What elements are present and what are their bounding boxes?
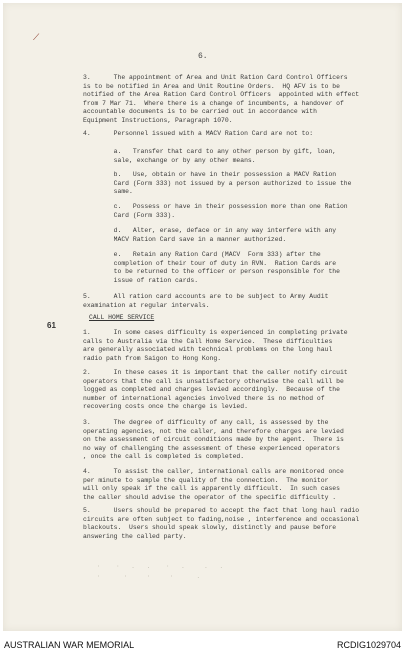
text-line: 5. All ration card accounts are to be subject to Army Audit: [83, 293, 329, 300]
margin-annotation: 61: [47, 321, 56, 330]
text-line: circuits are often subject to fading,noise , interference and occasional: [83, 515, 360, 523]
section-heading: CALL HOME SERVICE: [89, 314, 155, 321]
text-line: Equipment Instructions, Paragraph 1070.: [83, 116, 233, 124]
text-line: will only speak if the call is apparently difficult. In such cases: [83, 485, 340, 493]
text-line: logged as completed and charges levied accordingly. Because of the: [83, 386, 340, 394]
text-line: Card (Form 333).: [83, 211, 176, 219]
text-line: c. Possess or have in their possession more than one Ration: [83, 203, 348, 210]
text-line: accountable documents is to be carried out in accordance with: [83, 108, 317, 116]
text-line: 3. The appointment of Area and Unit Ration Card Control Officers: [83, 74, 348, 81]
text-line: notified of the Area Ration Card Control Officers appointed with effect: [83, 91, 360, 99]
text-line: radio path from Saigon to Hong Kong.: [83, 354, 222, 362]
text-line: 3. The degree of difficulty of any call, is assessed by the: [83, 419, 329, 426]
text-line: sale, exchange or by any other means.: [83, 156, 256, 164]
archive-footer: [0, 636, 405, 654]
text-line: 2. In these cases it is important that the caller notify circuit: [83, 369, 348, 376]
paragraph: [83, 293, 328, 310]
paragraph: [83, 130, 313, 139]
paragraph: [83, 369, 348, 412]
paragraph: [83, 468, 344, 502]
text-line: are generally associated with technical problems on the long haul: [83, 346, 333, 354]
text-line: b. Use, obtain or have in their possession a MACV Ration: [83, 171, 337, 178]
page-number: 6.: [198, 52, 208, 61]
text-line: 5. Users should be prepared to accept the fact that long haul radio: [83, 507, 360, 514]
text-line: operators that the call is unsatisfactory otherwise the call will be: [83, 377, 344, 385]
paragraph: [83, 203, 348, 220]
text-line: recovering costs once the charge is levied.: [83, 403, 248, 411]
footer-source: AUSTRALIAN WAR MEMORIAL: [4, 640, 135, 650]
text-line: to be returned to the officer or person responsible for the: [83, 268, 340, 276]
footer-reference: RCDIG1029704: [336, 640, 401, 650]
text-line: completion of their tour of duty in RVN. Ration Cards are: [83, 259, 337, 267]
text-line: from 7 Mar 71. Where there is a change of incumbents, a handover of: [83, 99, 344, 107]
text-line: blackouts. Users should speak slowly, distinctly and pause before: [83, 524, 337, 532]
text-line: a. Transfer that card to any other person by gift, loan,: [83, 148, 337, 155]
paragraph: [83, 171, 351, 197]
paragraph: [83, 419, 344, 462]
faint-bleedthrough-text-2: · · · · .: [89, 573, 201, 580]
text-line: issue of ration cards.: [83, 276, 199, 284]
document-page: [3, 3, 402, 631]
paragraph: [83, 74, 359, 126]
text-line: examination at regular intervals.: [83, 301, 210, 309]
text-line: MACV Ration Card save in a manner authorized.: [83, 235, 287, 243]
text-line: no way of challenging the assessment of these experienced operators: [83, 444, 340, 452]
text-line: e. Retain any Ration Card (MACV Form 333) after the: [83, 251, 321, 258]
paragraph: [83, 227, 336, 244]
paragraph: [83, 329, 348, 363]
text-line: 4. Personnel issued with a MACV Ration Card are not to:: [83, 130, 314, 137]
text-line: operating agencies, not the caller, and therefore charges are levied: [83, 427, 344, 435]
paragraph: [83, 148, 336, 165]
text-line: the caller should advise the operator of the specific difficulty .: [83, 493, 337, 501]
text-line: is to be notified in Area and Unit Routine Orders. HQ AFV is to be: [83, 82, 340, 90]
text-line: 4. To assist the caller, international calls are monitored once: [83, 468, 344, 475]
text-line: per minute to sample the quality of the connection. The monitor: [83, 476, 329, 484]
text-line: , once the call is completed is completed.: [83, 453, 245, 461]
text-line: d. Alter, erase, deface or in any way interfere with any: [83, 227, 337, 234]
paragraph: [83, 507, 359, 541]
text-line: 1. In some cases difficulty is experienced in completing private: [83, 329, 348, 336]
faint-bleedthrough-text: · · . . · . . .: [89, 563, 224, 570]
text-line: same.: [83, 188, 133, 196]
text-line: answering the called party.: [83, 532, 187, 540]
text-line: on the assessment of circuit conditions made by the agent. There is: [83, 436, 344, 444]
text-line: Card (Form 333) not issued by a person authorized to issue the: [83, 179, 352, 187]
paragraph: [83, 251, 340, 285]
pen-mark: ⟋: [33, 33, 40, 43]
text-line: number of international agencies involved there is no method of: [83, 394, 325, 402]
text-line: calls to Australia via the Call Home Service. These difficulties: [83, 337, 333, 345]
